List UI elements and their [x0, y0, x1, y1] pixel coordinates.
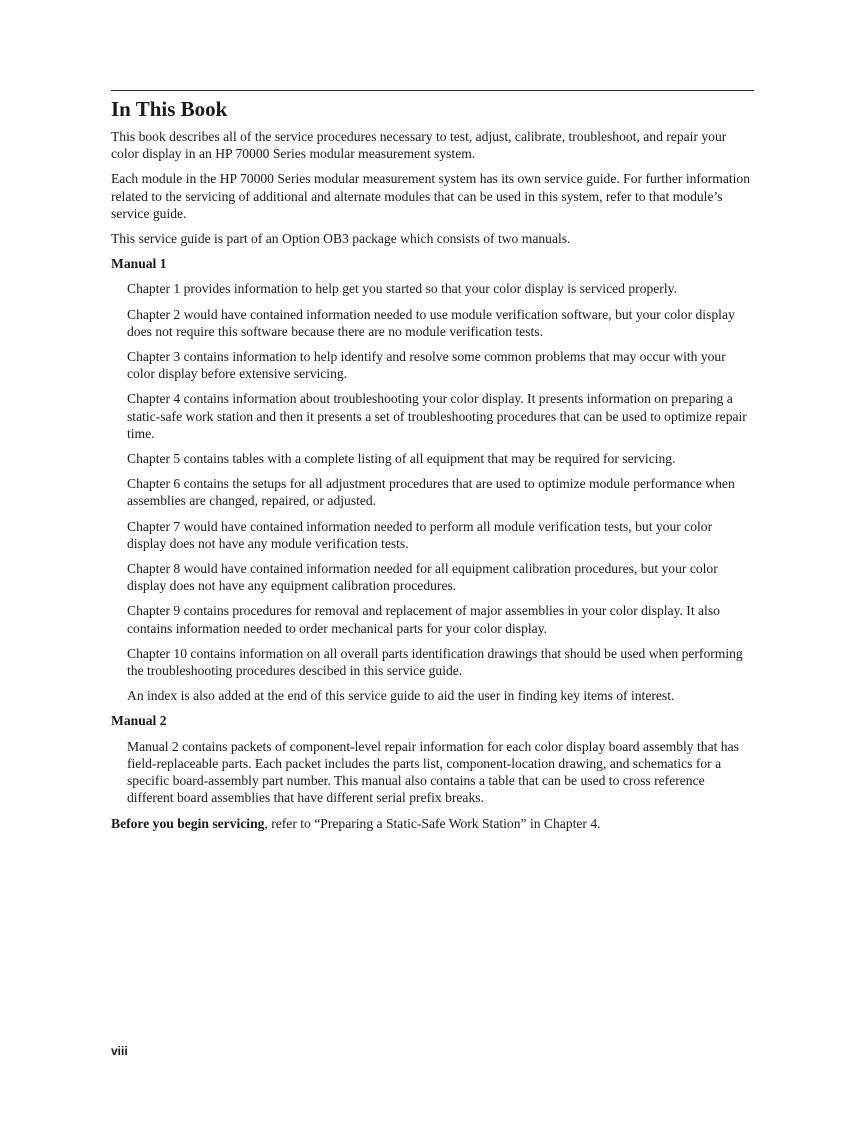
manual-2-heading: Manual 2	[111, 713, 167, 729]
chapter-description: Chapter 6 contains the setups for all adjustment procedures that are used to optimize module performance when assemblies are changed, repaired, or adjusted.	[127, 476, 735, 509]
closing-note-text: , refer to “Preparing a Static-Safe Work Station” in Chapter 4.	[264, 815, 601, 831]
page-number: viii	[111, 1044, 128, 1058]
intro-paragraph: Each module in the HP 70000 Series modular measurement system has its own service guide. For further information related to the servicing of additional and alternate modules that can be used in this system, refer to that module’s service guide.	[111, 171, 751, 221]
index-description: An index is also added at the end of this service guide to aid the user in finding key items of interest.	[127, 688, 675, 704]
closing-note-emphasis: Before you begin servicing	[111, 815, 265, 831]
chapter-description: Chapter 1 provides information to help get you started so that your color display is serviced properly.	[127, 281, 677, 297]
header-rule	[111, 90, 754, 91]
chapter-description: Chapter 3 contains information to help identify and resolve some common problems that may occur with your color display before extensive servicing.	[127, 349, 726, 382]
intro-paragraph: This book describes all of the service procedures necessary to test, adjust, calibrate, troubleshoot, and repair your color display in an HP 70000 Series modular measurement system.	[111, 129, 727, 162]
chapter-description: Chapter 9 contains procedures for removal and replacement of major assemblies in your color display. It also contains information needed to order mechanical parts for your color display.	[127, 603, 720, 636]
closing-note	[111, 815, 754, 832]
intro-paragraph: This service guide is part of an Option OB3 package which consists of two manuals.	[111, 231, 571, 247]
section-heading: In This Book	[111, 97, 228, 121]
manual-1-heading: Manual 1	[111, 256, 167, 272]
chapter-description: Chapter 7 would have contained information needed to perform all module verification tests, but your color display does not have any module verification tests.	[127, 518, 713, 551]
page-content	[111, 96, 754, 840]
chapter-description: Chapter 10 contains information on all overall parts identification drawings that should be used when performing the troubleshooting procedures descibed in this service guide.	[127, 645, 743, 679]
manual-1-list	[111, 280, 754, 704]
chapter-description: Chapter 5 contains tables with a complete listing of all equipment that may be required for servicing.	[127, 451, 676, 467]
chapter-description: Chapter 4 contains information about troubleshooting your color display. It presents information on preparing a static-safe work station and then it presents a set of troubleshooting procedures that can be used to optimize repair time.	[127, 391, 747, 441]
manual-2-description: Manual 2 contains packets of component-level repair information for each color display board assembly that has field-replaceable parts. Each packet includes the parts list, component-location drawing, and schematics for a specific board-assembly part number. This manual also contains a table that can be used to cross reference different board assemblies that have different serial prefix breaks.	[127, 738, 739, 806]
chapter-description: Chapter 8 would have contained information needed for all equipment calibration procedures, but your color display does not have any equipment calibration procedures.	[127, 561, 718, 594]
chapter-description: Chapter 2 would have contained information needed to use module verification software, but your color display does not require this software because there are no module verification tests.	[127, 306, 735, 339]
manual-2-section	[111, 738, 754, 807]
